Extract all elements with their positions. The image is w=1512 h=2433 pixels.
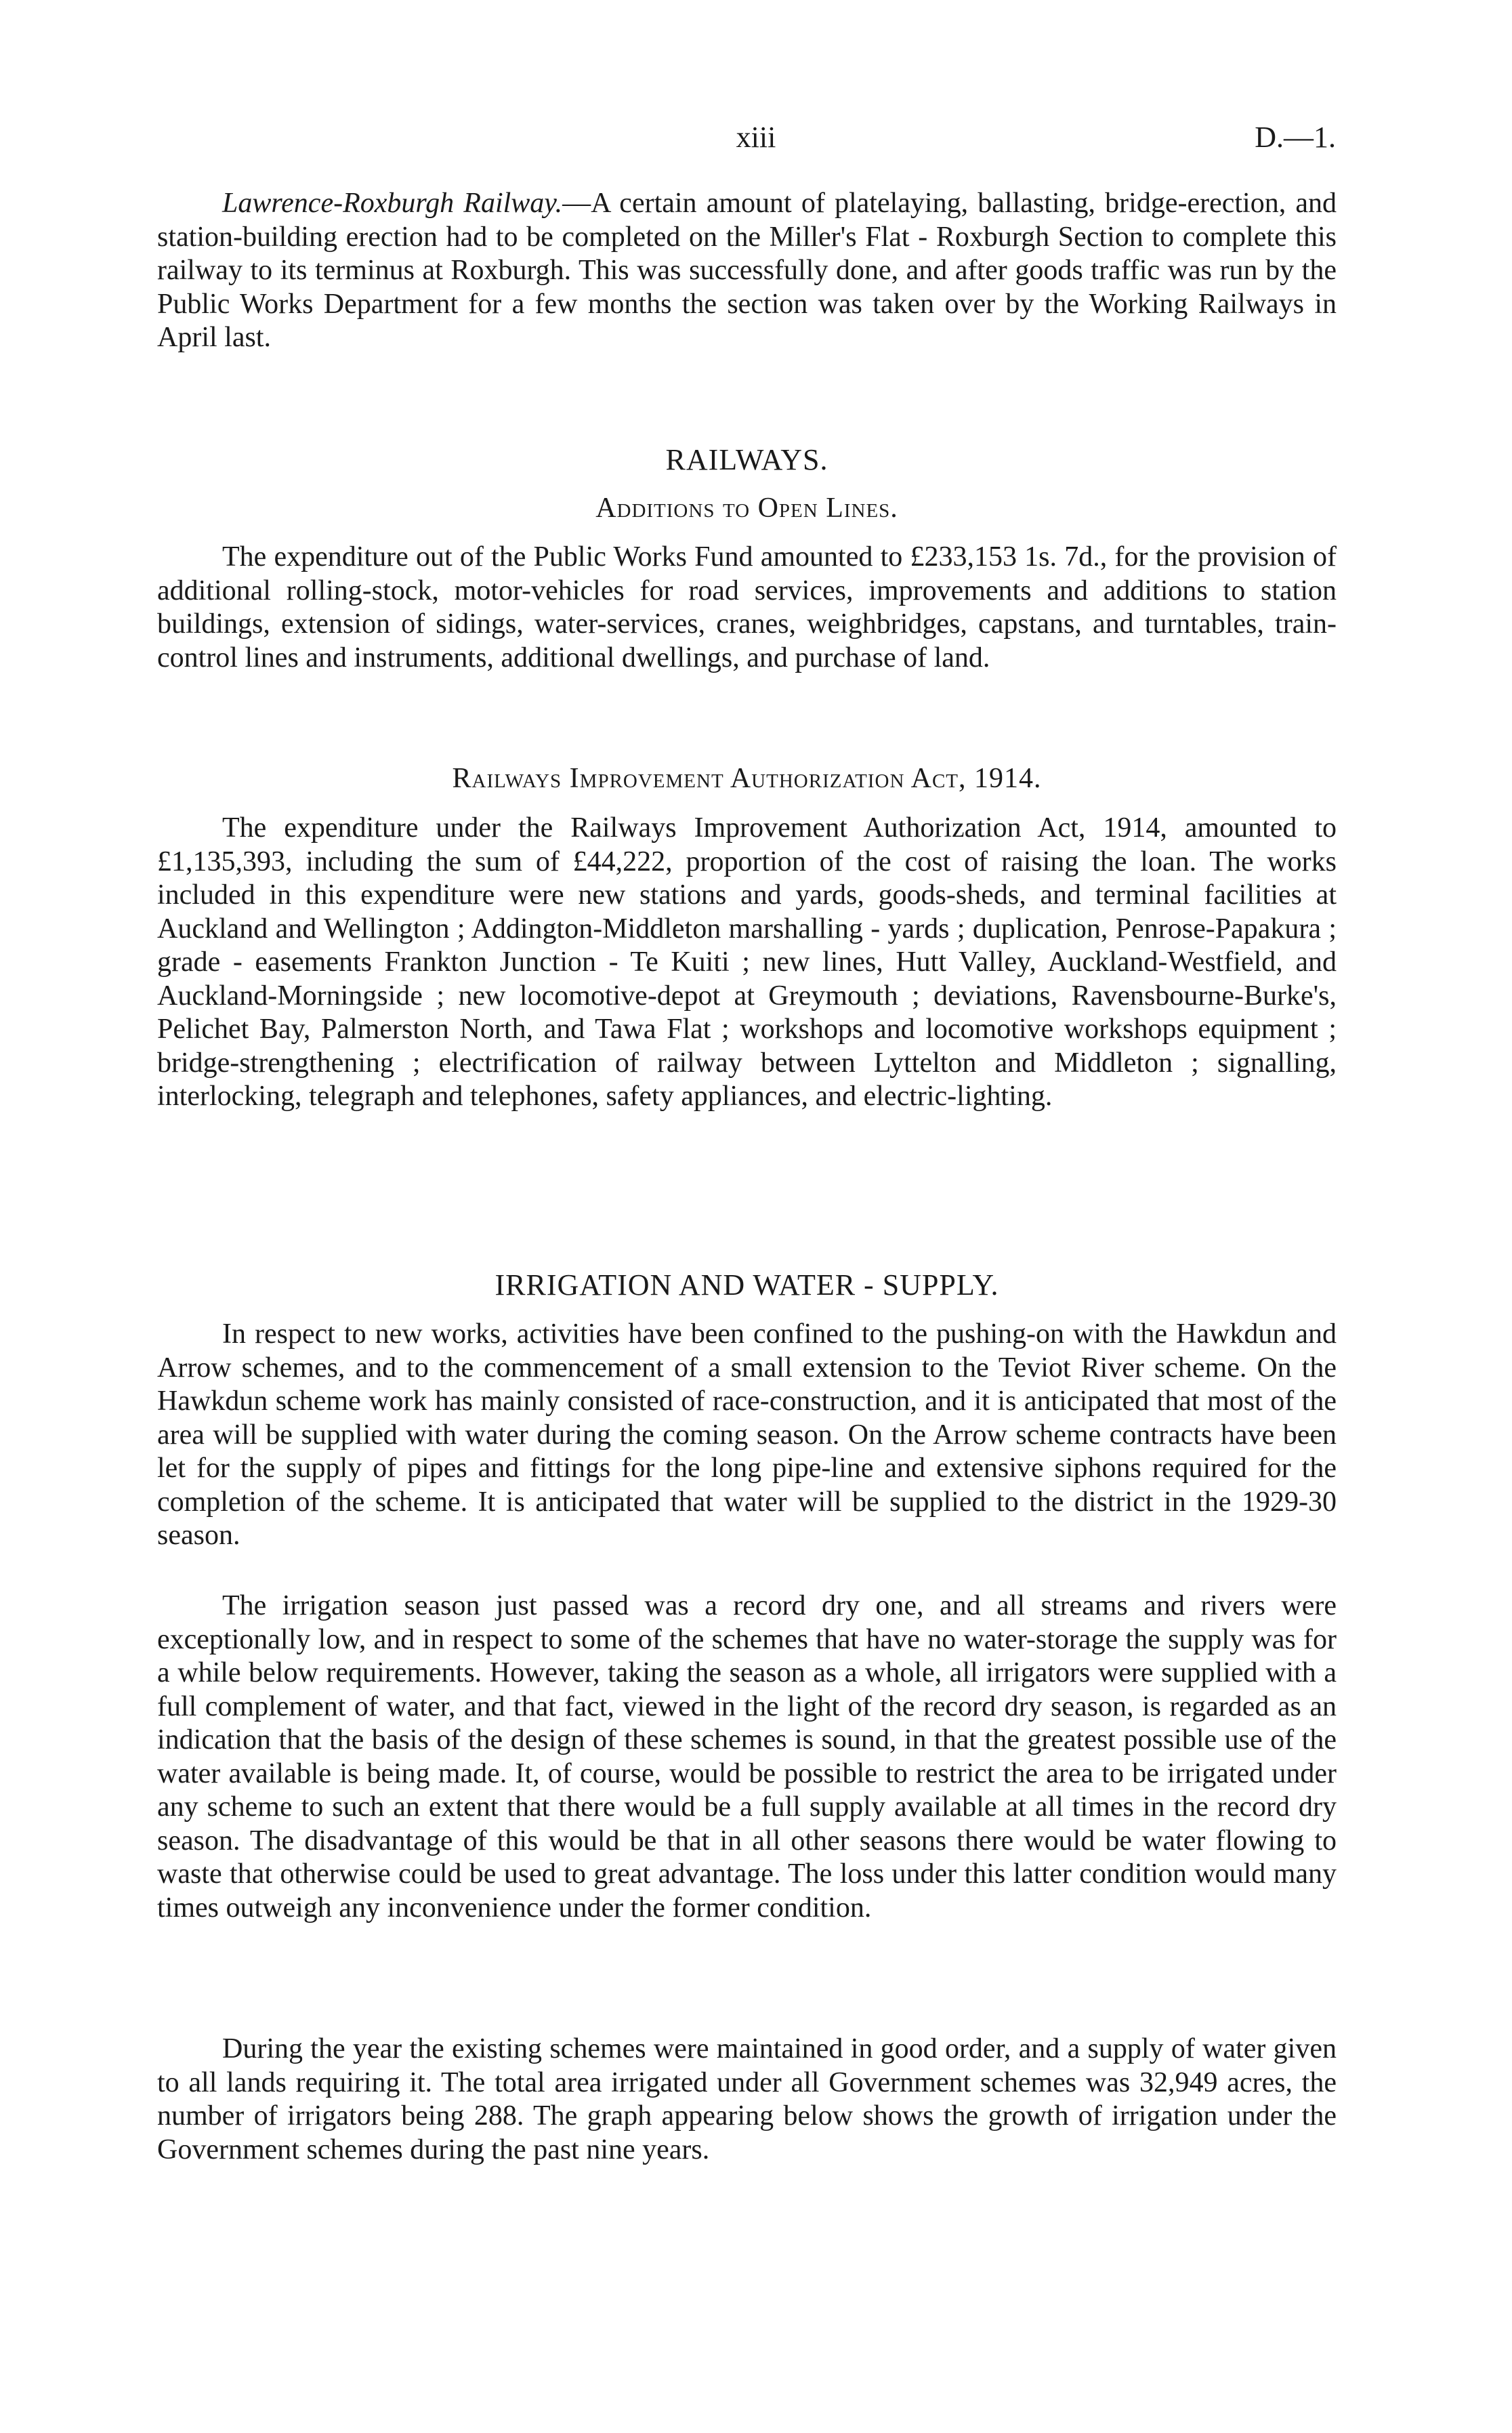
additions-paragraph: The expenditure out of the Public Works Fund amounted to £233,153 1s. 7d., for the provision of additional rolling-stock, motor-vehicles for road services, improvements and additions to station buildings, extension of sidings, water-services, cranes, weighbridges, capstans, and turntables, train-control lines and instruments, additional dwellings, and purchase of land.	[157, 541, 1337, 673]
irrigation-paragraph-3: During the year the existing schemes were maintained in good order, and a supply of water given to all lands requiring it. The total area irrigated under all Government schemes was 32,949 acres, the number of irrigators being 288. The graph appearing below shows the growth of irrigation under the Government schemes during the past nine years.	[157, 2033, 1337, 2165]
lawrence-roxburgh-text: —A certain amount of platelaying, ballasting, bridge-erection, and station-building erection had to be completed on the Miller's Flat - Roxburgh Section to complete this railway to its terminus at Roxburgh. This was successfully done, and after goods traffic was run by the Public Works Department for a few months the section was taken over by the Working Railways in April last.	[157, 188, 1337, 353]
lawrence-roxburgh-runin-heading: Lawrence-Roxburgh Railway.	[222, 188, 563, 219]
irrigation-paragraph-1: In respect to new works, activities have been confined to the pushing-on with the Hawkdun and Arrow schemes, and to the commencement of a small extension to the Teviot River scheme. On the Hawkdun scheme work has mainly consisted of race-construction, and it is anticipated that most of the area will be supplied with water during the coming season. On the Arrow scheme contracts have been let for the supply of pipes and fittings for the long pipe-line and extensive siphons required for the completion of the scheme. It is anticipated that water will be supplied to the district in the 1929-30 season.	[157, 1318, 1337, 1551]
irrigation-paragraph-3-block	[157, 2033, 1337, 2167]
irrigation-paragraph-2-block	[157, 1589, 1337, 1925]
additions-subheading: Additions to Open Lines.	[595, 493, 898, 524]
improvement-act-paragraph: The expenditure under the Railways Improvement Authorization Act, 1914, amounted to £1,135,393, including the sum of £44,222, proportion of the cost of raising the loan. The works included in this expenditure were new stations and yards, goods-sheds, and terminal facilities at Auckland and Wellington ; Addington-Middleton marshalling - yards ; duplication, Penrose-Papakura ; grade - easements Frankton Junction - Te Kuiti ; new lines, Hutt Valley, Auckland-Westfield, and Auckland-Morningside ; new locomotive-depot at Greymouth ; deviations, Ravensbourne-Burke's, Pelichet Bay, Palmerston North, and Tawa Flat ; workshops and locomotive workshops equipment ; bridge-strengthening ; electrification of railway between Lyttelton and Middleton ; signalling, interlocking, telegraph and telephones, safety appliances, and electric-lighting.	[157, 812, 1337, 1112]
improvement-act-subheading: Railways Improvement Authorization Act, 1914.	[452, 763, 1042, 794]
lawrence-roxburgh-paragraph	[157, 187, 1337, 355]
irrigation-paragraph-2: The irrigation season just passed was a record dry one, and all streams and rivers were exceptionally low, and in respect to some of the schemes that have no water-storage the supply was for a while below requirements. However, taking the season as a whole, all irrigators were supplied with a full complement of water, and that fact, viewed in the light of the record dry season, is regarded as an indication that the basis of the design of these schemes is sound, in that the greatest possible use of the water available is being made. It, of course, would be possible to restrict the area to be irrigated under any scheme to such an extent that there would be a full supply available at all times in the record dry season. The disadvantage of this would be that in all other seasons there would be water flowing to waste that otherwise could be used to great advantage. The loss under this latter condition would many times outweigh any inconvenience under the former condition.	[157, 1590, 1337, 1923]
lawrence-roxburgh-section	[157, 187, 1337, 355]
irrigation-section	[157, 1268, 1337, 1302]
irrigation-paragraph-1-block	[157, 1318, 1337, 1553]
additions-paragraph-block	[157, 541, 1337, 675]
page-number: xiii	[736, 121, 776, 154]
document-code: D.—1.	[1255, 121, 1336, 154]
improvement-act-paragraph-block	[157, 812, 1337, 1114]
additions-section	[157, 491, 1337, 525]
railways-heading: RAILWAYS.	[665, 443, 828, 476]
irrigation-heading: IRRIGATION AND WATER - SUPPLY.	[495, 1268, 999, 1302]
railways-section	[157, 443, 1337, 477]
improvement-act-section	[157, 762, 1337, 795]
